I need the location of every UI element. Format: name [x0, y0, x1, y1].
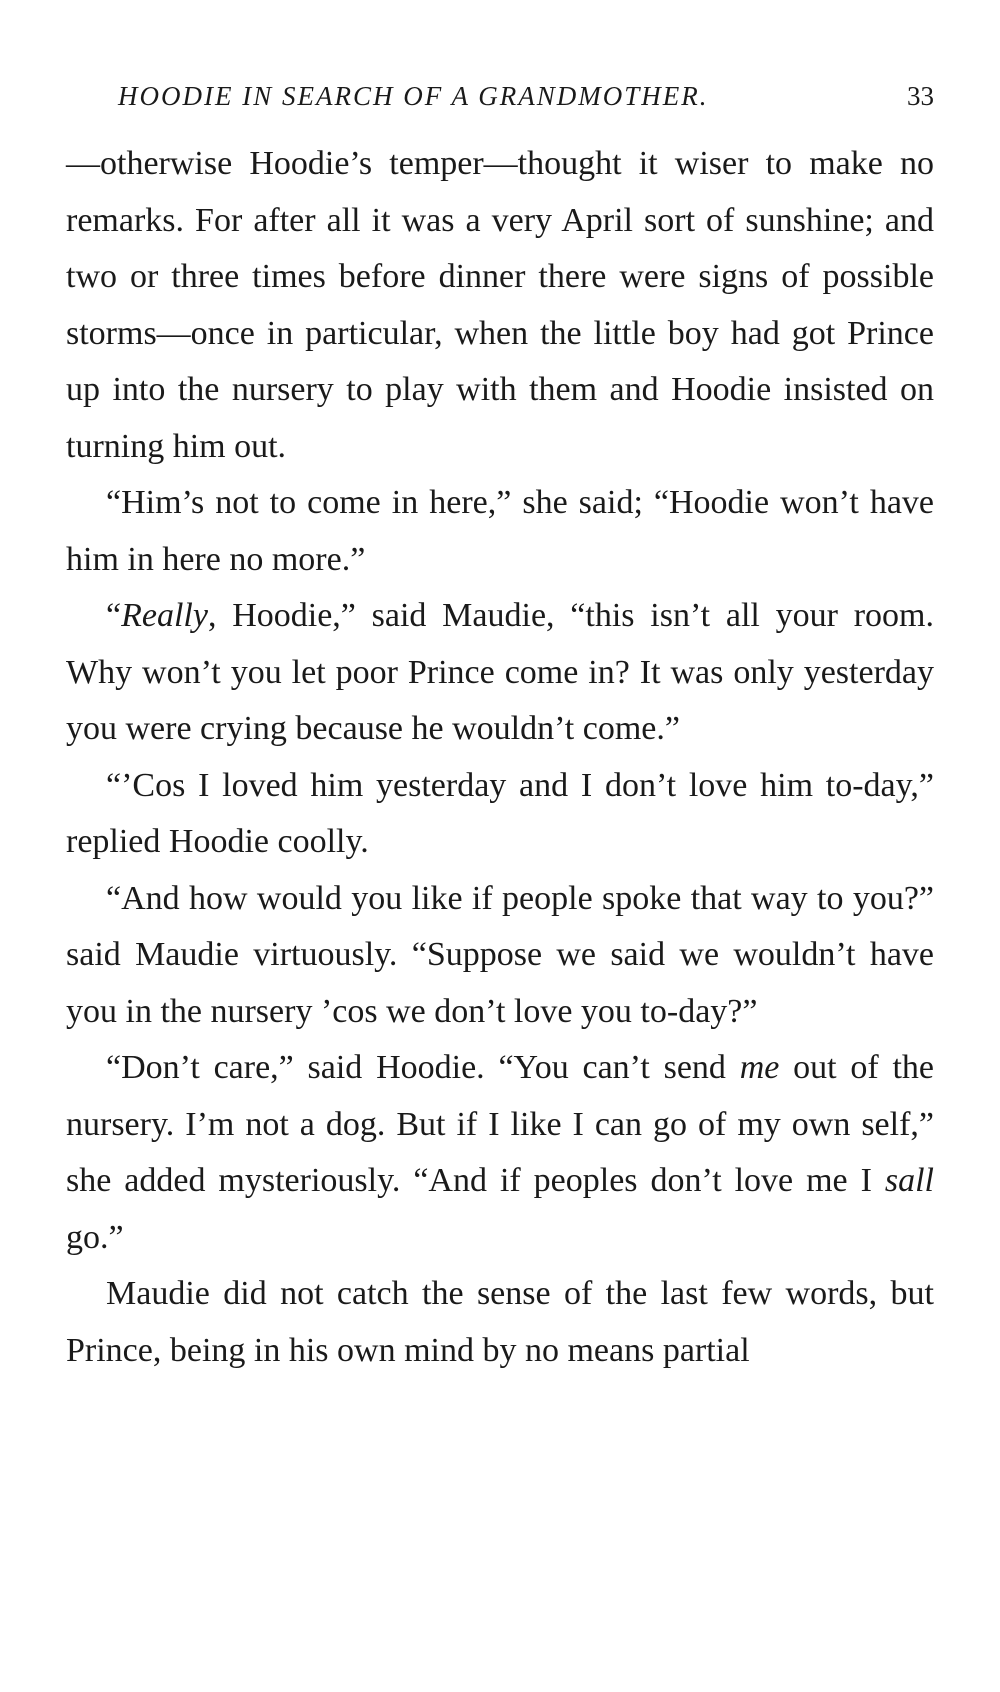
paragraph — [66, 1040, 934, 1266]
paragraph — [66, 475, 934, 588]
text-run: “ — [106, 597, 122, 634]
italic-text: sall — [884, 1162, 934, 1199]
text-run: “Him’s not to come in here,” she said; “Hoodie won’t have him in here no more.” — [66, 484, 934, 578]
italic-text: me — [739, 1049, 780, 1086]
paragraph — [66, 1266, 934, 1379]
text-run: , Hoodie,” said Maudie, “this isn’t all your room. Why won’t you let poor Prince come in? It was only yesterday you were crying because he wouldn’t come.” — [66, 597, 934, 747]
text-run: “And how would you like if people spoke that way to you?” said Maudie virtuously. “Suppose we said we wouldn’t have you in the nursery ’cos we don’t love you to-day?” — [66, 879, 934, 1030]
text-run: —otherwise Hoodie’s temper—thought it wiser to make no remarks. For after all it was a very April sort of sunshine; and two or three times before dinner there were signs of possible storms—once in particular, when the little boy had got Prince up into the nursery to play with them and Hoodie insisted on turning him out. — [66, 145, 934, 465]
paragraph — [66, 871, 934, 1041]
paragraph — [66, 758, 934, 871]
body-text — [66, 136, 934, 1379]
text-run: out of the nursery. I’m not a dog. But if I like I can go of my own self,” she added mysteriously. “And if peoples don’t love me I — [66, 1049, 934, 1199]
paragraph — [66, 588, 934, 758]
paragraph — [66, 136, 934, 475]
text-run: Maudie did not catch the sense of the last few words, but Prince, being in his own mind by no means partial — [66, 1275, 934, 1369]
book-page — [66, 0, 934, 1692]
page-number: 33 — [907, 81, 934, 111]
running-head — [118, 78, 934, 114]
text-run: “’Cos I loved him yesterday and I don’t love him to-day,” replied Hoodie coolly. — [66, 766, 934, 860]
text-run: go.” — [66, 1218, 124, 1256]
italic-text: Really — [121, 597, 208, 634]
running-title: HOODIE IN SEARCH OF A GRANDMOTHER. — [118, 81, 709, 111]
text-run: “Don’t care,” said Hoodie. “You can’t send — [106, 1049, 740, 1086]
